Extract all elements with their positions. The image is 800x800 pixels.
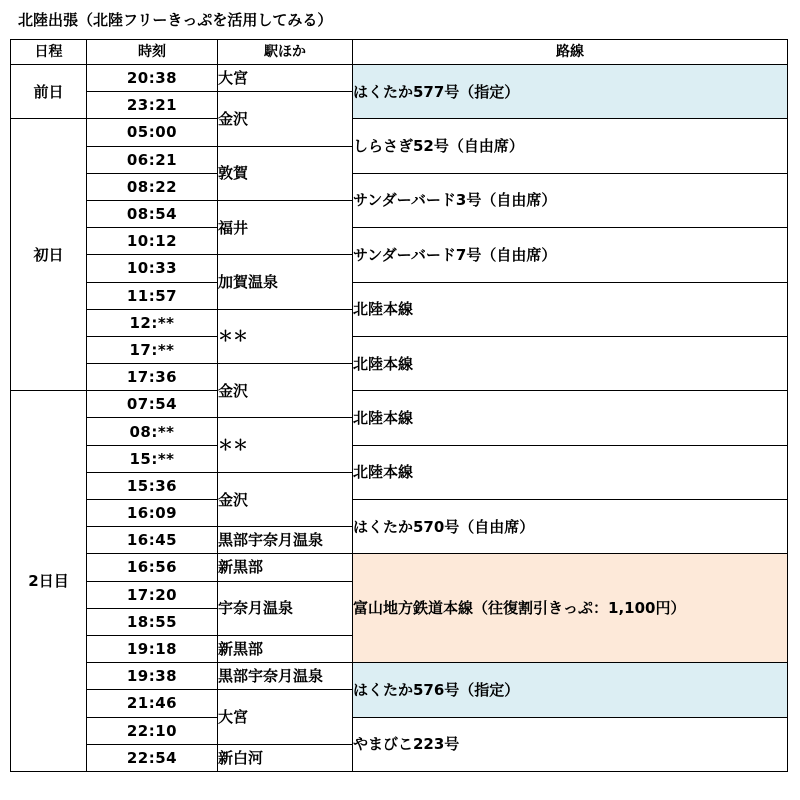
route-cell: サンダーバード3号（自由席）	[353, 173, 788, 227]
time-cell: 17:36	[87, 364, 218, 391]
header-station: 駅ほか	[218, 40, 353, 65]
time-cell: 22:10	[87, 717, 218, 744]
station-cell: 福井	[218, 200, 353, 254]
day-cell: 前日	[11, 65, 87, 119]
schedule-row	[11, 336, 788, 363]
station-cell: 宇奈月温泉	[218, 581, 353, 635]
time-cell: 17:20	[87, 581, 218, 608]
header-time: 時刻	[87, 40, 218, 65]
time-cell: 08:54	[87, 200, 218, 227]
route-cell: 北陸本線	[353, 336, 788, 390]
time-cell: 10:12	[87, 228, 218, 255]
station-cell: 新黒部	[218, 554, 353, 581]
schedule-row	[11, 65, 788, 92]
station-cell: 敦賀	[218, 146, 353, 200]
time-cell: 08:22	[87, 173, 218, 200]
route-cell: 北陸本線	[353, 282, 788, 336]
route-cell: はくたか577号（指定）	[353, 65, 788, 119]
schedule-body	[11, 65, 788, 772]
time-cell: 21:46	[87, 690, 218, 717]
station-cell: ＊＊	[218, 309, 353, 363]
day-cell: 2日目	[11, 391, 87, 772]
time-cell: 06:21	[87, 146, 218, 173]
station-cell: 金沢	[218, 92, 353, 146]
time-cell: 16:56	[87, 554, 218, 581]
time-cell: 12:**	[87, 309, 218, 336]
station-cell: 黒部宇奈月温泉	[218, 663, 353, 690]
time-cell: 20:38	[87, 65, 218, 92]
station-cell: ＊＊	[218, 418, 353, 472]
time-cell: 22:54	[87, 744, 218, 771]
schedule-row	[11, 663, 788, 690]
schedule-row	[11, 173, 788, 200]
time-cell: 15:**	[87, 445, 218, 472]
day-cell: 初日	[11, 119, 87, 391]
route-cell: 富山地方鉄道本線（往復割引きっぷ：1,100円）	[353, 554, 788, 663]
schedule-row	[11, 445, 788, 472]
station-cell: 大宮	[218, 65, 353, 92]
schedule-row	[11, 717, 788, 744]
time-cell: 10:33	[87, 255, 218, 282]
schedule-row	[11, 282, 788, 309]
time-cell: 16:45	[87, 527, 218, 554]
time-cell: 19:38	[87, 663, 218, 690]
time-cell: 17:**	[87, 336, 218, 363]
station-cell: 新白河	[218, 744, 353, 771]
header-row	[11, 40, 788, 65]
route-cell: 北陸本線	[353, 445, 788, 499]
time-cell: 19:18	[87, 635, 218, 662]
time-cell: 23:21	[87, 92, 218, 119]
station-cell: 大宮	[218, 690, 353, 744]
schedule-row	[11, 500, 788, 527]
route-cell: 北陸本線	[353, 391, 788, 445]
route-cell: はくたか576号（指定）	[353, 663, 788, 717]
time-cell: 11:57	[87, 282, 218, 309]
schedule-row	[11, 554, 788, 581]
schedule-table	[10, 39, 788, 772]
route-cell: やまびこ223号	[353, 717, 788, 771]
header-day: 日程	[11, 40, 87, 65]
station-cell: 黒部宇奈月温泉	[218, 527, 353, 554]
station-cell: 金沢	[218, 472, 353, 526]
route-cell: はくたか570号（自由席）	[353, 500, 788, 554]
schedule-row	[11, 228, 788, 255]
station-cell: 新黒部	[218, 635, 353, 662]
time-cell: 18:55	[87, 608, 218, 635]
schedule-row	[11, 391, 788, 418]
station-cell: 加賀温泉	[218, 255, 353, 309]
route-cell: サンダーバード7号（自由席）	[353, 228, 788, 282]
time-cell: 05:00	[87, 119, 218, 146]
time-cell: 07:54	[87, 391, 218, 418]
time-cell: 15:36	[87, 472, 218, 499]
header-route: 路線	[353, 40, 788, 65]
page-title: 北陸出張（北陸フリーきっぷを活用してみる）	[18, 11, 333, 29]
station-cell: 金沢	[218, 364, 353, 418]
route-cell: しらさぎ52号（自由席）	[353, 119, 788, 173]
schedule-row	[11, 119, 788, 146]
time-cell: 08:**	[87, 418, 218, 445]
time-cell: 16:09	[87, 500, 218, 527]
